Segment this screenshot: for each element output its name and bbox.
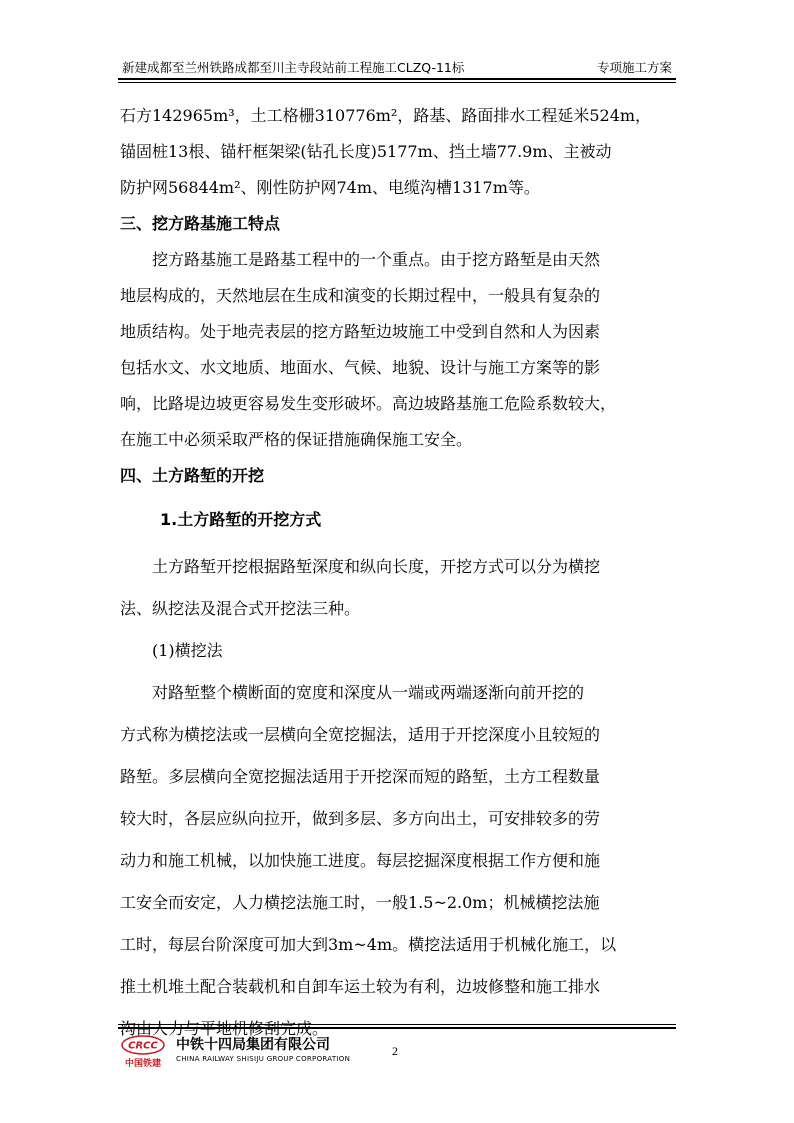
text-line: 较大时，各层应纵向拉开，做到多层、多方向出土，可安排较多的劳 [120,809,601,828]
subsection-heading: 1.土方路堑的开挖方式 [160,510,322,529]
item-heading: (1)横挖法 [152,641,223,660]
text-line: 地质结构。处于地壳表层的挖方路堑边坡施工中受到自然和人为因素 [120,322,601,341]
text-line: 工安全而安定，人力横挖法施工时，一般1.5~2.0m；机械横挖法施 [120,893,600,912]
text-line: 响，比路堤边坡更容易发生变形破坏。高边坡路基施工危险系数较大， [120,394,617,413]
text-line: 方式称为横挖法或一层横向全宽挖掘法，适用于开挖深度小且较短的 [120,725,601,744]
footer-rule [118,1027,676,1029]
header-rule-thin [118,82,676,83]
text-line: 锚固桩13根、锚杆框架梁(钻孔长度)5177m、挡土墙77.9m、主被动 [120,142,612,161]
document-body [120,98,676,1050]
page-number: 2 [392,1044,398,1058]
section-heading: 三、挖方路基施工特点 [120,214,281,233]
section3-paragraph [120,242,676,458]
company-name-cn: 中铁十四局集团有限公司 [176,1037,330,1053]
text-line: 挖方路基施工是路基工程中的一个重点。由于挖方路堑是由天然 [152,250,601,269]
header-project-title: 新建成都至兰州铁路成都至川主寺段站前工程施工CLZQ-11标 [122,60,465,75]
text-line: 土方路堑开挖根据路堑深度和纵向长度，开挖方式可以分为横挖 [152,557,601,576]
crcc-logo-icon [120,1034,166,1072]
text-line: 路堑。多层横向全宽挖掘法适用于开挖深而短的路堑，土方工程数量 [120,767,601,786]
text-line: 石方142965m³，土工格栅310776m²，路基、路面排水工程延米524m， [120,106,652,125]
text-line: 对路堑整个横断面的宽度和深度从一端或两端逐渐向前开挖的 [152,683,585,702]
intro-paragraph [120,98,676,206]
logo-mark-text: CRCC [128,1040,158,1052]
text-line: 包括水文、水文地质、地面水、气候、地貌、设计与施工方案等的影 [120,358,601,377]
section-heading: 四、土方路堑的开挖 [120,466,265,485]
sub1-paragraph [120,546,676,630]
company-name-en: CHINA RAILWAY SHISIJU GROUP CORPORATION [176,1055,351,1063]
item1-paragraph [120,672,676,1050]
text-line: 法、纵挖法及混合式开挖法三种。 [120,599,361,618]
logo-text: 中国铁建 [124,1059,162,1069]
text-line: 推土机堆土配合装载机和自卸车运土较为有利，边坡修整和施工排水 [120,977,601,996]
header-doc-type: 专项施工方案 [596,60,672,75]
text-line: 防护网56844m²、刚性防护网74m、电缆沟槽1317m等。 [120,178,540,197]
header-rule [118,78,676,80]
text-line: 工时，每层台阶深度可加大到3m~4m。横挖法适用于机械化施工，以 [120,935,617,954]
page-header [118,58,676,78]
text-line: 动力和施工机械，以加快施工进度。每层挖掘深度根据工作方便和施 [120,851,601,870]
text-line: 地层构成的，天然地层在生成和演变的长期过程中，一般具有复杂的 [120,286,601,305]
footer-rule-thin [118,1024,676,1025]
text-line: 在施工中必须采取严格的保证措施确保施工安全。 [120,430,473,449]
